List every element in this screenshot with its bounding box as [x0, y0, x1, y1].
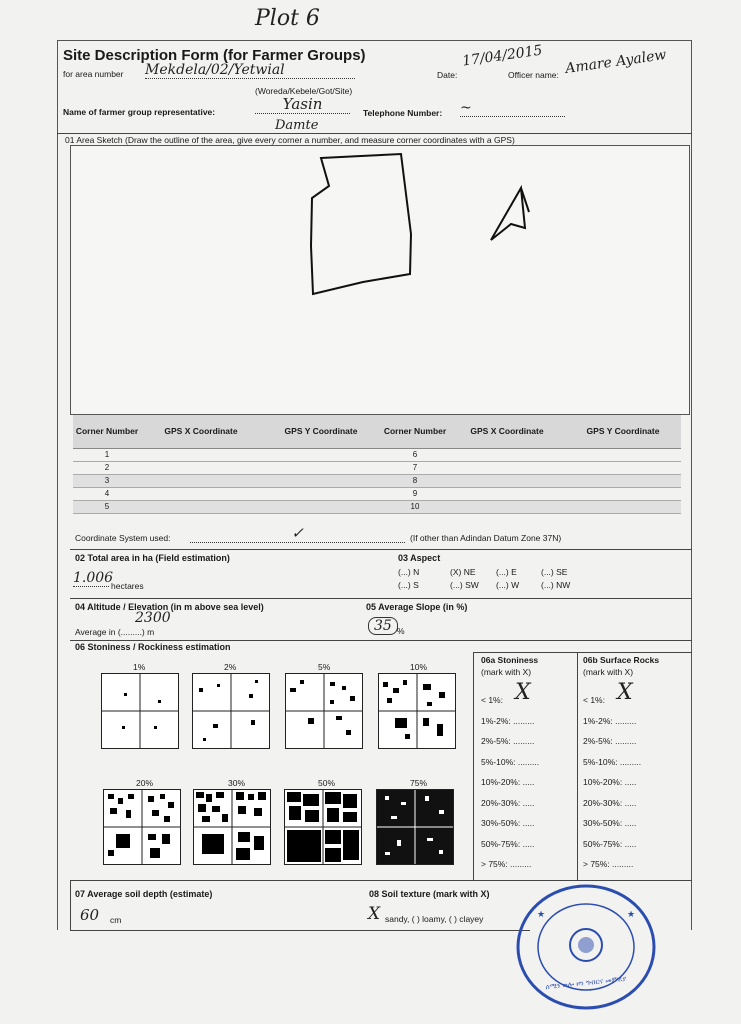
- plot-label: Plot 6: [255, 6, 320, 31]
- aspect-option-w[interactable]: (...) W: [496, 580, 520, 590]
- altitude-value[interactable]: 2300: [135, 610, 171, 626]
- header-gps-y: GPS Y Coordinate: [261, 415, 381, 448]
- corner-number: 10: [381, 500, 449, 513]
- stoniness-option[interactable]: < 1%:: [481, 695, 503, 705]
- surface-rocks-option[interactable]: 20%-30%: .....: [583, 797, 637, 808]
- divider: [70, 640, 692, 641]
- gps-x-cell[interactable]: [141, 487, 261, 500]
- aspect-option-n[interactable]: (...) N: [398, 567, 420, 577]
- soil-depth-value[interactable]: 60: [80, 906, 100, 924]
- soil-texture-label: 08 Soil texture (mark with X): [369, 889, 490, 899]
- table-row: [73, 448, 681, 461]
- telephone-value[interactable]: ~: [460, 100, 565, 117]
- stoniness-reference-20pct: [103, 789, 181, 865]
- surface-rocks-option[interactable]: < 1%:: [583, 695, 605, 705]
- date-label: Date:: [437, 70, 458, 80]
- gps-y-cell[interactable]: [261, 461, 381, 474]
- corner-number: 9: [381, 487, 449, 500]
- stoniness-option[interactable]: > 75%: .........: [481, 859, 532, 869]
- gps-x-cell[interactable]: [449, 448, 565, 461]
- corner-number: 6: [381, 448, 449, 461]
- gps-y-cell[interactable]: [261, 500, 381, 513]
- stoniness-option[interactable]: 1%-2%: .........: [481, 715, 535, 726]
- stoniness-reference-10pct: [378, 673, 456, 749]
- area-number-label: for area number: [63, 69, 124, 79]
- north-arrow-icon: [491, 188, 529, 240]
- divider: [577, 652, 578, 880]
- officer-name-value[interactable]: Amare Ayalew: [564, 46, 668, 78]
- stoniness-reference-30pct: [193, 789, 271, 865]
- area-sketch-box[interactable]: [70, 145, 690, 415]
- divider: [70, 598, 692, 599]
- stoniness-reference-5pct: [285, 673, 363, 749]
- gps-x-cell[interactable]: [141, 448, 261, 461]
- aspect-label: 03 Aspect: [398, 553, 441, 563]
- gps-x-cell[interactable]: [141, 500, 261, 513]
- corner-number: 3: [73, 474, 141, 487]
- corner-number: 1: [73, 448, 141, 461]
- header-gps-x: GPS X Coordinate: [449, 415, 565, 448]
- gps-x-cell[interactable]: [141, 461, 261, 474]
- slope-unit: %: [397, 626, 405, 636]
- form-title: Site Description Form (for Farmer Groups): [63, 47, 366, 64]
- divider: [70, 880, 71, 930]
- aspect-option-s[interactable]: (...) S: [398, 580, 419, 590]
- divider: [70, 880, 692, 881]
- stoniness-reference-50pct: [284, 789, 362, 865]
- table-row: [73, 500, 681, 513]
- divider: [70, 549, 692, 550]
- stone-percent-label: 2%: [224, 662, 237, 672]
- surface-rocks-option[interactable]: 5%-10%: .........: [583, 756, 642, 767]
- gps-x-cell[interactable]: [449, 461, 565, 474]
- sketch-drawing: [71, 146, 691, 416]
- area-sketch-label: 01 Area Sketch (Draw the outline of the area, give every corner a number, and measure corner coordinates with a GPS): [65, 135, 515, 145]
- field-outline: [311, 154, 411, 294]
- gps-y-cell[interactable]: [565, 461, 681, 474]
- stoniness-option[interactable]: 10%-20%: .....: [481, 777, 535, 787]
- official-stamp: [515, 883, 657, 1011]
- gps-x-cell[interactable]: [141, 474, 261, 487]
- stoniness-option[interactable]: 5%-10%: .........: [481, 756, 540, 767]
- header-corner-number: Corner Number: [73, 415, 141, 448]
- surface-rocks-option[interactable]: 2%-5%: .........: [583, 736, 637, 746]
- total-area-value[interactable]: 1.006: [73, 570, 114, 586]
- stoniness-reference-1pct: [101, 673, 179, 749]
- surface-rocks-option[interactable]: 30%-50%: .....: [583, 818, 637, 828]
- stoniness-column-title: 06a Stoniness: [481, 655, 539, 665]
- aspect-option-sw[interactable]: (...) SW: [450, 580, 479, 590]
- surface-rocks-option[interactable]: 10%-20%: .....: [583, 777, 637, 787]
- gps-x-cell[interactable]: [449, 500, 565, 513]
- stone-percent-label: 50%: [318, 778, 336, 788]
- coordinate-system-label: Coordinate System used:: [75, 533, 171, 543]
- woreda-hint: (Woreda/Kebele/Got/Site): [255, 86, 353, 96]
- altitude-label: 04 Altitude / Elevation (in m above sea level): [75, 602, 264, 612]
- surface-rocks-mark: X: [617, 680, 633, 705]
- corner-number: 5: [73, 500, 141, 513]
- divider: [473, 652, 692, 653]
- representative-value[interactable]: Yasin: [255, 95, 350, 114]
- corner-number: 8: [381, 474, 449, 487]
- svg-text:★: ★: [537, 910, 546, 920]
- stoniness-option[interactable]: 50%-75%: .....: [481, 838, 535, 849]
- gps-y-cell[interactable]: [565, 500, 681, 513]
- svg-text:★: ★: [627, 910, 636, 920]
- gps-y-cell[interactable]: [565, 487, 681, 500]
- total-area-label: 02 Total area in ha (Field estimation): [75, 553, 230, 563]
- stone-percent-label: 75%: [410, 778, 428, 788]
- aspect-option-se[interactable]: (...) SE: [541, 567, 568, 577]
- gps-y-cell[interactable]: [261, 448, 381, 461]
- soil-depth-unit: cm: [110, 915, 122, 925]
- table-header-row: [73, 415, 681, 448]
- stone-percent-label: 1%: [133, 662, 146, 672]
- stamp-text: ሰሜን ወሎ ዞን ግብርና መምሪያ: [545, 974, 627, 992]
- soil-depth-label: 07 Average soil depth (estimate): [75, 889, 213, 899]
- stoniness-option[interactable]: 20%-30%: .....: [481, 797, 535, 808]
- stoniness-options: [481, 695, 539, 880]
- coordinate-system-note: (If other than Adindan Datum Zone 37N): [410, 533, 562, 543]
- slope-label: 05 Average Slope (in %): [366, 602, 468, 612]
- header-gps-y: GPS Y Coordinate: [565, 415, 681, 448]
- header-gps-x: GPS X Coordinate: [141, 415, 261, 448]
- table-row: [73, 474, 681, 487]
- total-area-unit: hectares: [111, 581, 144, 591]
- gps-y-cell[interactable]: [565, 448, 681, 461]
- stoniness-option[interactable]: 2%-5%: .........: [481, 736, 535, 746]
- stone-percent-label: 10%: [410, 662, 428, 672]
- gps-coordinate-table: [73, 415, 681, 514]
- stoniness-column-subtitle: (mark with X): [481, 667, 532, 677]
- divider: [70, 930, 530, 931]
- surface-rocks-column-subtitle: (mark with X): [583, 667, 634, 677]
- surface-rocks-column-title: 06b Surface Rocks: [583, 655, 660, 665]
- surface-rocks-option[interactable]: 1%-2%: .........: [583, 715, 637, 726]
- altitude-average-label: Average in (.........) m: [75, 627, 155, 637]
- aspect-option-e[interactable]: (...) E: [496, 567, 517, 577]
- coordinate-system-value[interactable]: ✓: [190, 524, 405, 543]
- corner-number: 7: [381, 461, 449, 474]
- corner-number: 4: [73, 487, 141, 500]
- date-value[interactable]: 17/04/2015: [461, 42, 544, 70]
- surface-rocks-options: [583, 695, 641, 880]
- header-corner-number: Corner Number: [381, 415, 449, 448]
- table-row: [73, 487, 681, 500]
- soil-texture-options[interactable]: sandy, ( ) loamy, ( ) clayey: [385, 914, 484, 924]
- gps-y-cell[interactable]: [261, 474, 381, 487]
- aspect-option-ne[interactable]: (X) NE: [450, 567, 476, 577]
- slope-value[interactable]: 35: [368, 617, 398, 635]
- gps-x-cell[interactable]: [449, 474, 565, 487]
- representative-value-2: Damte: [275, 118, 319, 133]
- gps-y-cell[interactable]: [261, 487, 381, 500]
- stoniness-mark: X: [515, 680, 531, 705]
- stone-percent-label: 5%: [318, 662, 331, 672]
- stone-percent-label: 20%: [136, 778, 154, 788]
- officer-name-label: Officer name:: [508, 70, 559, 80]
- representative-label: Name of farmer group representative:: [63, 107, 216, 117]
- stoniness-option[interactable]: 30%-50%: .....: [481, 818, 535, 828]
- surface-rocks-option[interactable]: 50%-75%: .....: [583, 838, 637, 849]
- surface-rocks-option[interactable]: > 75%: .........: [583, 859, 634, 869]
- area-number-value[interactable]: Mekdela/02/Yetwial: [145, 62, 355, 79]
- gps-x-cell[interactable]: [449, 487, 565, 500]
- stoniness-reference-75pct: [376, 789, 454, 865]
- telephone-label: Telephone Number:: [363, 108, 443, 118]
- stoniness-label: 06 Stoniness / Rockiness estimation: [75, 642, 231, 652]
- gps-y-cell[interactable]: [565, 474, 681, 487]
- table-row: [73, 461, 681, 474]
- divider: [57, 133, 692, 134]
- aspect-option-nw[interactable]: (...) NW: [541, 580, 571, 590]
- stone-percent-label: 30%: [228, 778, 246, 788]
- divider: [473, 652, 474, 880]
- stoniness-reference-2pct: [192, 673, 270, 749]
- corner-number: 2: [73, 461, 141, 474]
- soil-texture-mark: X: [368, 904, 381, 924]
